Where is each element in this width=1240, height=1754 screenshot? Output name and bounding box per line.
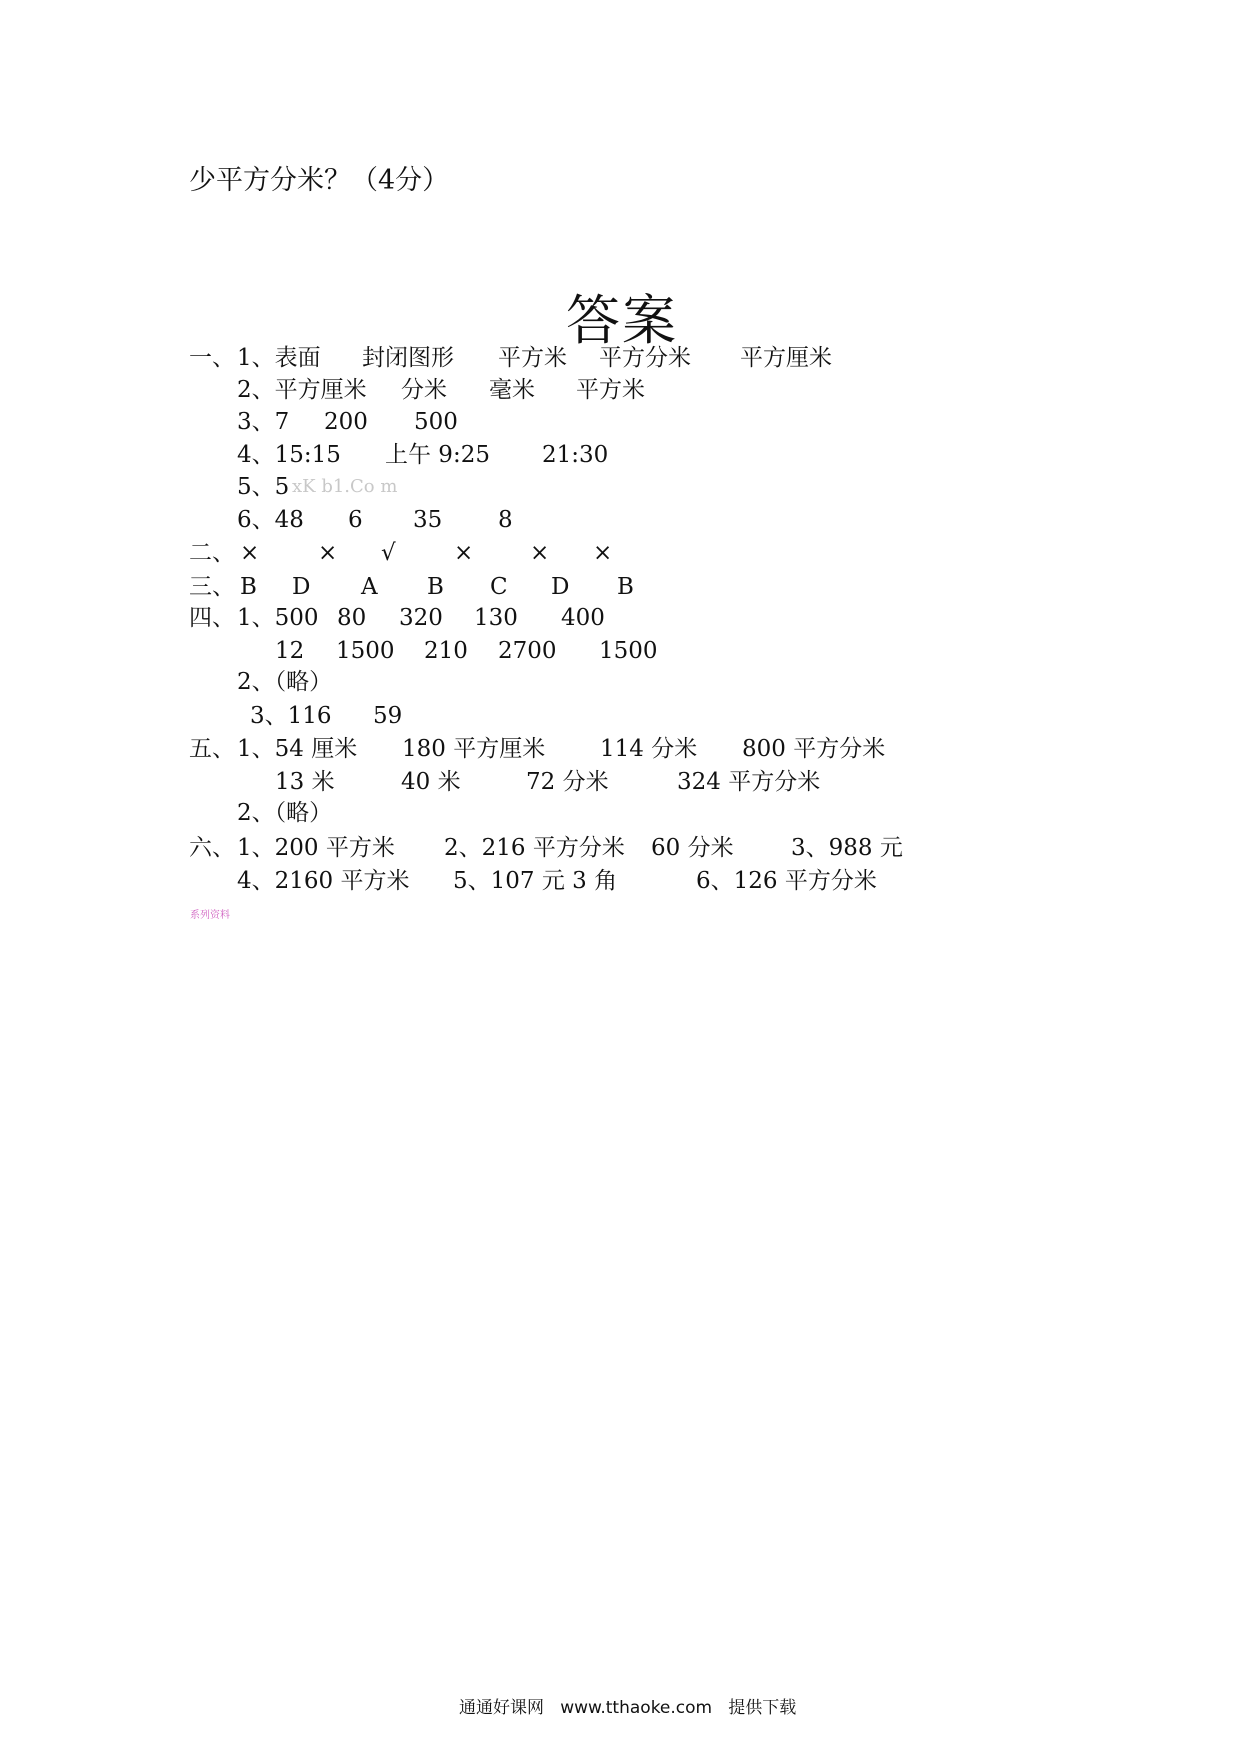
section-marker: 六、 — [189, 835, 235, 861]
answer-item: 平方厘米 — [740, 345, 832, 371]
answer-item: √ — [381, 540, 396, 566]
answer-item: 5、5 — [237, 474, 290, 500]
answer-item: 8 — [498, 507, 513, 533]
answer-item: 封闭图形 — [362, 345, 454, 371]
answer-item: 324 平方分米 — [677, 769, 821, 795]
answer-item: 60 分米 — [651, 835, 734, 861]
answer-item: 5、107 元 3 角 — [453, 868, 618, 894]
question-tail-text: 少平方分米？（4分） — [189, 165, 450, 196]
answer-item: 800 平方分米 — [742, 736, 886, 762]
answer-item: 210 — [424, 638, 468, 664]
answer-item: × — [593, 540, 613, 566]
answer-item: 180 平方厘米 — [402, 736, 546, 762]
answer-item: 2、216 平方分米 — [444, 835, 625, 861]
answer-item: 12 — [275, 638, 305, 664]
answer-item: 35 — [413, 507, 443, 533]
answer-item: 毫米 — [489, 377, 535, 403]
section-marker: 一、 — [189, 345, 235, 371]
answer-item: 6、126 平方分米 — [696, 868, 877, 894]
answer-item: 2700 — [498, 638, 557, 664]
answer-item: 4、15:15 — [237, 442, 341, 468]
answer-item: D — [292, 574, 311, 600]
answer-item: 200 — [324, 409, 368, 435]
answer-item: 400 — [561, 605, 605, 631]
answer-item: × — [240, 540, 260, 566]
answer-item: × — [530, 540, 550, 566]
answer-item: 上午 9:25 — [385, 442, 490, 468]
page-footer: 通通好课网 www.tthaoke.com 提供下载 — [459, 1698, 797, 1718]
answer-item: 1500 — [336, 638, 395, 664]
answer-item: 1、500 — [237, 605, 319, 631]
watermark-text: xK b1.Co m — [292, 476, 398, 497]
answer-item: 2、平方厘米 — [237, 377, 367, 403]
answer-item: 114 分米 — [600, 736, 698, 762]
answer-item: 平方米 — [576, 377, 645, 403]
answer-item: 1、200 平方米 — [237, 835, 395, 861]
answer-item: × — [454, 540, 474, 566]
answer-item: 3、7 — [237, 409, 290, 435]
answer-item: 2、（略） — [237, 800, 333, 826]
answer-item: 21:30 — [542, 442, 609, 468]
answer-item: 1500 — [599, 638, 658, 664]
answer-item: 6、48 — [237, 507, 304, 533]
answer-item: B — [240, 574, 257, 600]
answer-item: 80 — [337, 605, 367, 631]
section-marker: 五、 — [189, 736, 235, 762]
answer-item: 3、116 — [250, 703, 332, 729]
answer-item: 500 — [414, 409, 458, 435]
answer-item: 平方米 — [498, 345, 567, 371]
answer-item: 72 分米 — [526, 769, 609, 795]
answer-item: 59 — [373, 703, 403, 729]
page-title: 答案 — [566, 289, 678, 352]
answer-item: 320 — [399, 605, 443, 631]
section-marker: 二、 — [189, 540, 235, 566]
answer-item: 3、988 元 — [791, 835, 903, 861]
answer-item: 分米 — [401, 377, 447, 403]
section-marker: 四、 — [189, 605, 235, 631]
answer-item: 13 米 — [275, 769, 335, 795]
answer-item: 6 — [348, 507, 363, 533]
answer-item: 40 米 — [401, 769, 461, 795]
answer-item: 4、2160 平方米 — [237, 868, 410, 894]
answer-item: A — [361, 574, 378, 600]
answer-item: 平方分米 — [599, 345, 691, 371]
answer-item: D — [551, 574, 570, 600]
answer-item: × — [318, 540, 338, 566]
answer-item: B — [427, 574, 444, 600]
answer-item: 2、（略） — [237, 669, 333, 695]
series-note: 系列资料 — [190, 910, 230, 921]
answer-item: B — [617, 574, 634, 600]
answer-item: 1、54 厘米 — [237, 736, 358, 762]
section-marker: 三、 — [189, 574, 235, 600]
answer-item: 130 — [474, 605, 518, 631]
answer-item: 1、表面 — [237, 345, 321, 371]
answer-item: C — [490, 574, 508, 600]
